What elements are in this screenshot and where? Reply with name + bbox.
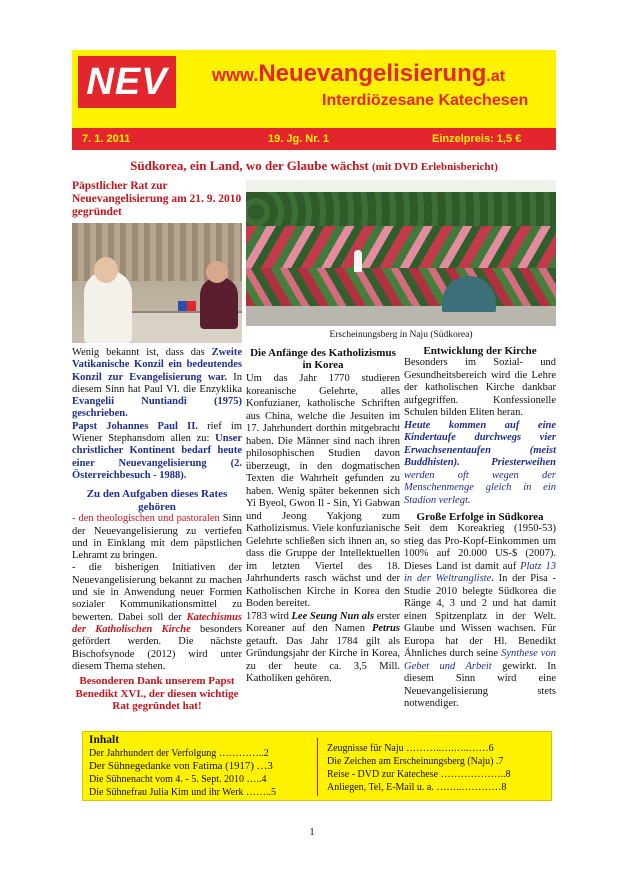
contents-item[interactable]: Die Sühnefrau Julia Kim und ihr Werk ……..5 xyxy=(89,787,277,798)
contents-item[interactable]: Der Jahrhundert der Verfolgung …………..2 xyxy=(89,748,269,759)
text-span: Wenig bekannt ist, dass das xyxy=(72,347,212,358)
tasks-paragraph-1 xyxy=(72,513,242,562)
contents-left-list xyxy=(89,747,311,799)
text-span: Katechismus der Katholischen Kirche xyxy=(72,611,242,635)
text-span: Zweite Vatikanische Konzil ein bedeutendes Konzil zur Evangelisierung war. xyxy=(72,347,242,383)
photo-flowerbeds-lower xyxy=(246,268,556,308)
text-span: Heute kommen auf eine Kindertaufe durchwegs vier Erwachsenentaufen (meist Buddhisten). Priesterweihen xyxy=(404,419,556,468)
church-development-paragraph-1: Besonders im Sozial- und Gesundheitsbereich wird die Lehre der katholischen Kirche dankbar aufgegriffen. Konfessionelle Schulen bilden Eliten heran. xyxy=(404,357,556,418)
tasks-heading: Zu den Aufgaben dieses Rates gehören xyxy=(86,488,228,513)
text-span: Platz 13 in der Weltrangliste xyxy=(404,560,556,584)
text-span: getauft. Das Jahr 1784 gilt als Gründungsjahr der Kirche in Korea, zu der heute ca. 3,5 Mill. Katholiken gehören. xyxy=(246,635,400,684)
url-main: Neuevangelisierung xyxy=(258,60,487,87)
council-paragraph-2 xyxy=(72,421,242,482)
contents-item[interactable]: Reise - DVD zur Katechese ………………..8 xyxy=(327,769,511,780)
text-span: 1783 wird xyxy=(246,610,292,622)
contents-title: Inhalt xyxy=(89,734,120,746)
middle-column xyxy=(246,348,400,686)
left-column xyxy=(72,180,242,713)
contents-item[interactable]: Der Sühnegedanke von Fatima (1917) …3 xyxy=(89,760,273,772)
contents-divider xyxy=(317,738,318,796)
text-span: besonders gefördert werden. Die nächste Bischofsynode (2012) wird unter diesem Thema stehen. xyxy=(72,623,242,672)
text-span: Synthese von Gebet und Arbeit xyxy=(404,648,556,672)
text-span: In diesem Sinn hat Paul VI. die Enzyklika xyxy=(72,371,243,395)
issue-volume: 19. Jg. Nr. 1 xyxy=(268,133,330,145)
photo-cardinal-figure xyxy=(200,277,238,329)
page-number: 1 xyxy=(309,826,315,838)
contents-item[interactable]: Anliegen, Tel, E-Mail u. a. ……..…………8 xyxy=(327,782,507,793)
contents-item[interactable]: Zeugnisse für Naju ………..….…..……6 xyxy=(327,743,494,754)
text-span: Petrus xyxy=(371,623,400,634)
text-span: Sinn der Neuevangelisierung zu vertiefen und in Einklang mit dem päpstlichen Lehramt zu bringen. xyxy=(72,513,242,562)
masthead-subtitle: Interdiözesane Katechesen xyxy=(322,92,529,109)
council-article-title: Päpstlicher Rat zur Neuevangelisierung am 21. 9. 2010 gegründet xyxy=(72,180,242,218)
issue-price: Einzelpreis: 1,5 € xyxy=(432,133,522,145)
photo-flowerbeds-upper xyxy=(246,226,556,270)
page-headline xyxy=(72,158,556,174)
issue-bar xyxy=(72,128,556,150)
headline-main: Südkorea, ein Land, wo der Glaube wächst xyxy=(130,158,369,173)
photo-flag xyxy=(178,301,196,311)
contents-item[interactable]: Die Zeichen am Erscheinungsberg (Naju) .7 xyxy=(327,756,504,767)
text-span: . In der Pisa - Studie 2010 belegte Südkorea die Ränge 4, 3 und 2 und hat damit einen Spitzenplatz in der Welt. Glaube und Wissen wachsen. Für Europa hat der Hl. Benedikt Ähnliches durch seine xyxy=(404,573,557,659)
successes-paragraph xyxy=(404,523,556,711)
nev-logo: NEV xyxy=(78,56,176,108)
catholicism-title: Die Anfänge des Katholizismus in Korea xyxy=(250,347,396,371)
text-span: werden oft wegen der Menschenmenge gleich in ein Stadion verlegt. xyxy=(404,469,556,506)
catholicism-paragraph-2 xyxy=(246,611,400,686)
contents-item[interactable]: Die Sühnenacht vom 4. - 5. Sept. 2010 …..4 xyxy=(89,774,267,785)
pope-meeting-photo xyxy=(72,223,242,343)
text-span: rief im Wiener Stephansdom allen zu: xyxy=(72,420,242,445)
masthead xyxy=(72,50,556,128)
photo-caption: Erscheinungsberg in Naju (Südkorea) xyxy=(329,330,473,340)
council-paragraph-1 xyxy=(72,347,242,421)
tasks-paragraph-2 xyxy=(72,562,242,673)
text-span: - die bisherigen Initiativen der Neuevangelisierung bekannt zu machen und sie in Anwendung neuer Formen sozialer Kommunikationsmittel zu bewerten. Dabei soll der xyxy=(72,562,242,623)
headline-note: (mit DVD Erlebnisbericht) xyxy=(372,161,498,173)
text-span: Seit dem Koreakrieg (1950-53) stieg das Pro-Kopf-Einkommen um 100% auf 20.000 US-$ (2007). Dieses Land ist damit auf xyxy=(404,523,556,572)
url-prefix: www. xyxy=(212,65,259,85)
photo-pope-head xyxy=(94,257,118,283)
text-span: - den theologischen und pastoralen xyxy=(72,513,220,525)
right-column xyxy=(404,345,556,711)
url-suffix: .at xyxy=(486,68,506,85)
text-span: Evangelii Nuntiandi (1975) geschrieben. xyxy=(72,396,242,420)
text-span: erster Koreaner auf den Namen xyxy=(246,610,401,634)
text-span: Papst Johannes Paul II. xyxy=(72,420,198,432)
naju-hill-photo xyxy=(246,180,556,326)
site-url xyxy=(212,60,552,88)
successes-title: Große Erfolge in Südkorea xyxy=(416,511,544,523)
contents-right-list xyxy=(327,742,549,794)
text-span: Unser christlicher Kontinent bedarf heute einer Neuevangelisierung (2. Österreichbesuch - 1988). xyxy=(72,433,242,481)
text-span: gewirkt. In diesem Sinn wird eine Neuevangelisierung stets notwendiger. xyxy=(404,660,556,709)
church-development-paragraph-2 xyxy=(404,420,556,508)
closing-thanks: Besonderen Dank unserem Papst Benedikt XVI., der diesen wichtige Rat gegründet hat! xyxy=(75,675,239,713)
photo-cardinal-head xyxy=(206,261,228,283)
photo-path xyxy=(246,306,556,326)
issue-date: 7. 1. 2011 xyxy=(82,133,131,145)
church-development-title: Entwicklung der Kirche xyxy=(423,345,537,357)
text-span: Lee Seung Nun als xyxy=(291,610,375,622)
photo-statue xyxy=(354,250,362,272)
catholicism-paragraph-1: Um das Jahr 1770 studieren koreanische Gelehrte, alles Konfuzianer, katholische Schriften aus China, welche die Jesuiten im 17. Jahrhundert dorthin mitgebracht haben. Die Männer sind nach ihren philosophischen Studien davon überzeugt, in den dogmatischen Texten die Wahrheit gefunden zu haben. Wenig später bekennen sich Yi Byeol, Gwon Il - Sin, Yi Gabwan und Jeong Yakjong zum Katholizismus. Viele konfuzianische Gelehrte schließen sich ihnen an, so dass die Gruppe der Intellektuellen im letzten Viertel des 18. Jahrhunderts rasch wächst und der Katholischen Kirche in Korea den Boden bereitet. xyxy=(246,373,401,609)
contents-box xyxy=(82,731,552,801)
